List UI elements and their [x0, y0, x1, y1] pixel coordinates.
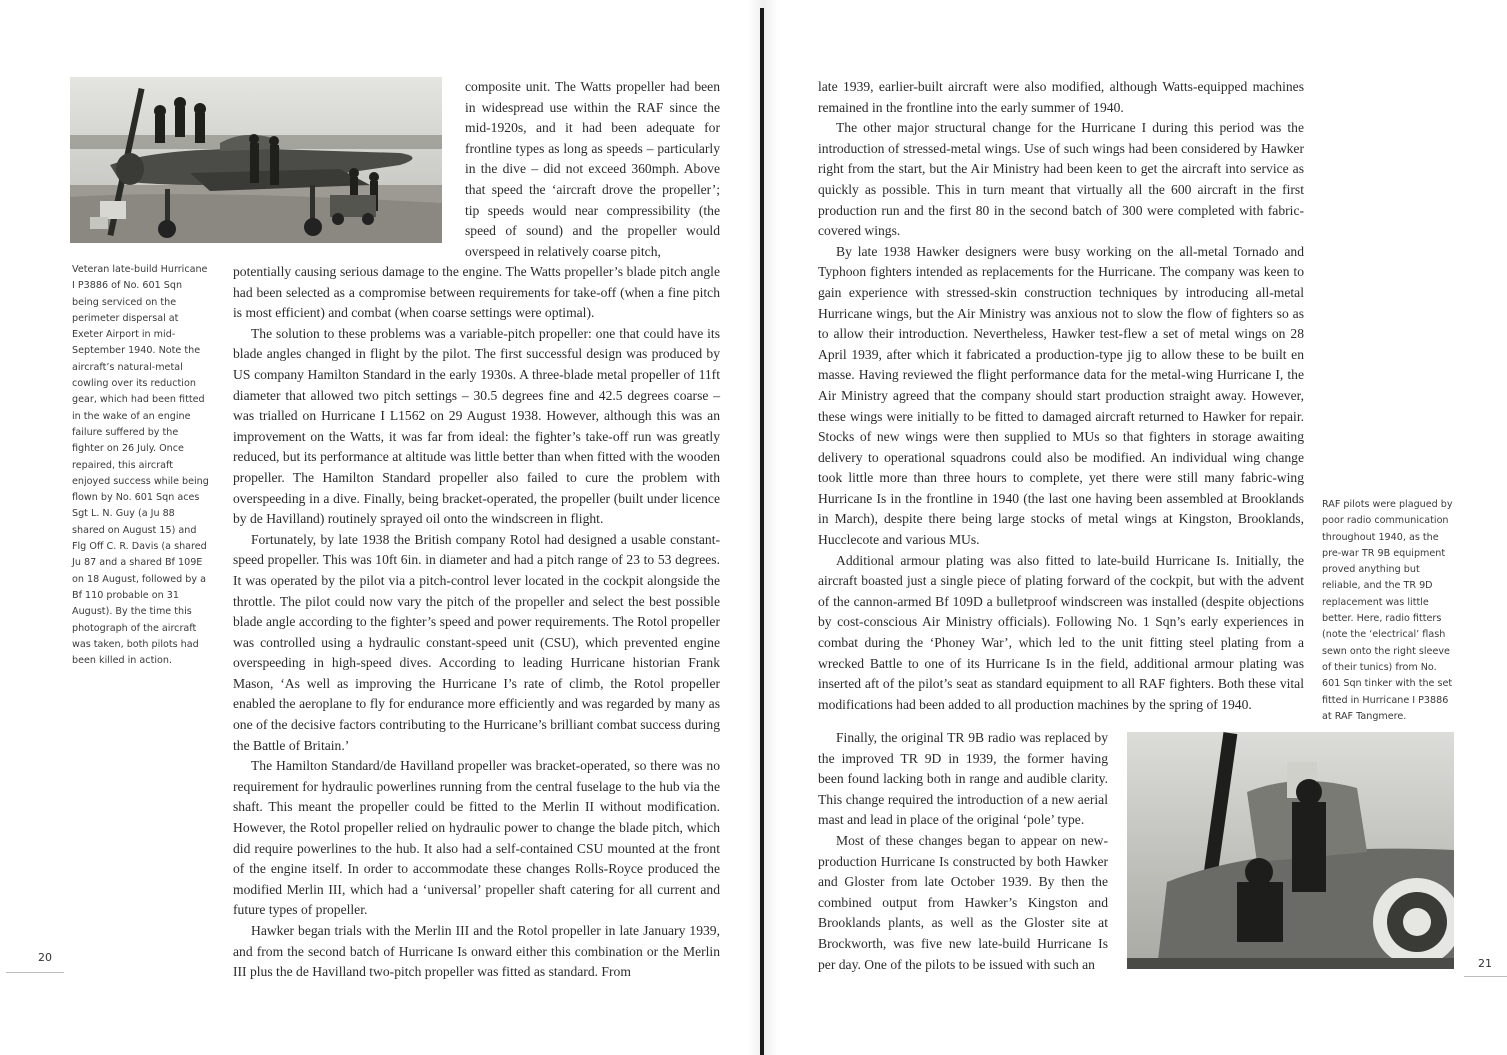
caption-text: Veteran late-build Hurricane I P3886 of No. 601 Sqn being serviced on the perimeter dispersal at Exeter Airport in mid-September 1940. Note the aircraft’s natural-metal cowling over its reduction gear, which had been fitted in the wake of an engine failure suffered by the fighter on 26 July. Once repaired, this aircraft enjoyed success while being flown by No. 601 Sqn aces Sgt L. N. Guy (a Ju 88 shared on August 15) and Flg Off C. R. Davis (a shared Ju 87 and a shared Bf 109E on 18 August, followed by a Bf 110 probable on 31 August). By the time this photograph of the aircraft was taken, both pilots had been killed in action. [72, 264, 209, 667]
paragraph: Additional armour plating was also fitted to late-build Hurricane Is. Initially, the aircraft boasted just a single piece of plating forward of the cockpit, but with the advent of the cannon-armed Bf 109D a bulletproof windscreen was installed (despite objections by cost-conscious Air Ministry officials). Following No. 1 Sqn’s early experiences in combat during the ‘Phoney War’, which led to the unit fitting steel plating from a wrecked Battle to one of its Hurricane Is in the field, additional armour plating was inserted aft of the pilot’s seat as standard equipment to all RAF fighters. Both these vital modifications had been added to all production machines by the spring of 1940. [818, 552, 1304, 712]
radio-fitters-image [1127, 732, 1454, 969]
paragraph: late 1939, earlier-built aircraft were also modified, although Watts-equipped machines remained in the frontline into the early summer of 1940. [818, 79, 1304, 115]
right-page [764, 0, 1507, 1055]
paragraph: By late 1938 Hawker designers were busy working on the all-metal Tornado and Typhoon fighters intended as replacements for the Hurricane. The company was keen to gain experience with stressed-skin construction techniques by introducing all-metal Hurricane wings, but the Air Ministry was anxious not to slow the flow of fighters so as to allow their introduction. Nevertheless, Hawker test-flew a set of metal wings on 28 April 1939, after which it fabricated a production-type jig to allow these to be built en masse. Having reviewed the flight performance data for the metal-wing Hurricane I, the Air Ministry agreed that the company should start production straight away. However, these wings were initially to be fitted to damaged aircraft returned to Hawker for repair. Stocks of new wings were then supplied to MUs so that fighters in storage awaiting delivery to operational squadrons could also be modified. An individual wing change took little more than three hours to complete, yet there were still many fabric-wing Hurricane Is in the frontline in 1940 (the last one having been assembled at Brooklands in March), despite there being large stocks of metal wings at Kingston, Brooklands, Hucclecote and various MUs. [818, 243, 1304, 548]
page-number-rule [6, 972, 64, 973]
paragraph: Fortunately, by late 1938 the British company Rotol had designed a usable constant-speed propeller. This was 10ft 6in. in diameter and had a pitch range of 23 to 53 degrees. It was operated by the pilot via a pitch-control lever located in the cockpit alongside the throttle. The pilot could now vary the pitch of the propeller and select the best possible blade angle according to the fighter’s speed and power requirements. The Rotol propeller was controlled using a hydraulic constant-speed unit (CSU), which prevented engine overspeeding in high-speed dives. According to leading Hurricane historian Frank Mason, ‘As well as improving the Hurricane I’s rate of climb, the Rotol propeller enabled the aeroplane to fly for endurance more efficiently and was regarded by many as one of the decisive factors contributing to the Hurricane’s brilliant combat success during the Battle of Britain.’ [233, 531, 720, 753]
right-photo-caption [1322, 497, 1456, 725]
page-number-right: 21 [1478, 957, 1492, 970]
caption-text: RAF pilots were plagued by poor radio communication throughout 1940, as the pre-war TR 9B equipment proved anything but reliable, and the TR 9D replacement was little better. Here, radio fitters (note the ‘electrical’ flash sewn onto the right sleeve of their tunics) from No. 601 Sqn tinker with the set fitted in Hurricane I P3886 at RAF Tangmere. [1322, 499, 1453, 722]
intro-column [465, 77, 720, 262]
paragraph: potentially causing serious damage to the engine. The Watts propeller’s blade pitch angle had been selected as a compromise between requirements for take-off (when a fine pitch is most efficient) and combat (when coarse settings were optimal). [233, 264, 720, 321]
paragraph: Hawker began trials with the Merlin III and the Rotol propeller in late January 1939, and from the second batch of Hurricane Is onward either this combination or the Merlin III plus the de Havilland two-pitch propeller was fitted as standard. From [233, 923, 720, 980]
hurricane-on-dispersal-image [70, 77, 442, 243]
right-narrow-column [818, 728, 1108, 975]
page-number-rule [1464, 976, 1507, 977]
left-main-column [233, 262, 720, 983]
left-photo-caption [72, 262, 210, 669]
page-number-left: 20 [38, 951, 52, 964]
paragraph: Most of these changes began to appear on new-production Hurricane Is constructed by both Hawker and Gloster from late October 1939. By then the combined output from Hawker’s Kingston and Brooklands plants, as well as the Gloster site at Brockworth, was five new late-build Hurricane Is per day. One of the pilots to be issued with such an [818, 832, 1108, 972]
paragraph: The other major structural change for the Hurricane I during this period was the introduction of stressed-metal wings. Use of such wings had been considered by Hawker right from the start, but the Air Ministry had been keen to get the aircraft into service as quickly as possible. This in turn meant that virtually all the 600 aircraft in the first production run and the first 80 in the second batch of 300 were completed with fabric-covered wings. [818, 120, 1304, 239]
right-main-column [818, 77, 1304, 715]
paragraph: Finally, the original TR 9B radio was replaced by the improved TR 9D in 1939, the former having been found lacking both in range and audible clarity. This change required the introduction of a new aerial mast and lead in place of the original ‘pole’ type. [818, 730, 1108, 828]
paragraph: The Hamilton Standard/de Havilland propeller was bracket-operated, so there was no requirement for hydraulic powerlines running from the central fuselage to the hub via the shaft. This meant the propeller could be fitted to the Merlin II without modification. However, the Rotol propeller relied on hydraulic power to change the blade pitch, which did require powerlines to the hub. It also had a self-contained CSU mounted at the front of the engine itself. In order to accommodate these changes Rolls-Royce produced the modified Merlin III, which had a ‘universal’ propeller shaft catering for all current and future types of propeller. [233, 758, 720, 918]
paragraph: The solution to these problems was a variable-pitch propeller: one that could have its blade angles changed in flight by the pilot. The first successful design was produced by US company Hamilton Standard in the early 1930s. A three-blade metal propeller of 11ft diameter that allowed two pitch settings – 30.5 degrees fine and 42.5 degrees coarse – was trialled on Hurricane I L1562 on 29 August 1938. However, although this was an improvement on the Watts, it was far from ideal: the fighter’s take-off run was greatly reduced, but its performance at altitude was little better than when fitted with the wooden propeller. The Hamilton Standard propeller also failed to cure the problem with overspeeding in a dive. Finally, being bracket-operated, the propeller (built under licence by de Havilland) routinely sprayed oil onto the windscreen in flight. [233, 325, 720, 527]
aircraft-photo [70, 77, 442, 243]
cockpit-photo [1127, 732, 1454, 969]
intro-paragraph: composite unit. The Watts propeller had been in widespread use within the RAF since the mid-1920s, and it had been adequate for frontline types as long as speeds – particularly in the dive – did not exceed 360mph. Above that speed the ‘aircraft drove the propeller’; tip speeds would near compressibility (the speed of sound) and the propeller would overspeed in relatively coarse pitch, [465, 79, 720, 259]
